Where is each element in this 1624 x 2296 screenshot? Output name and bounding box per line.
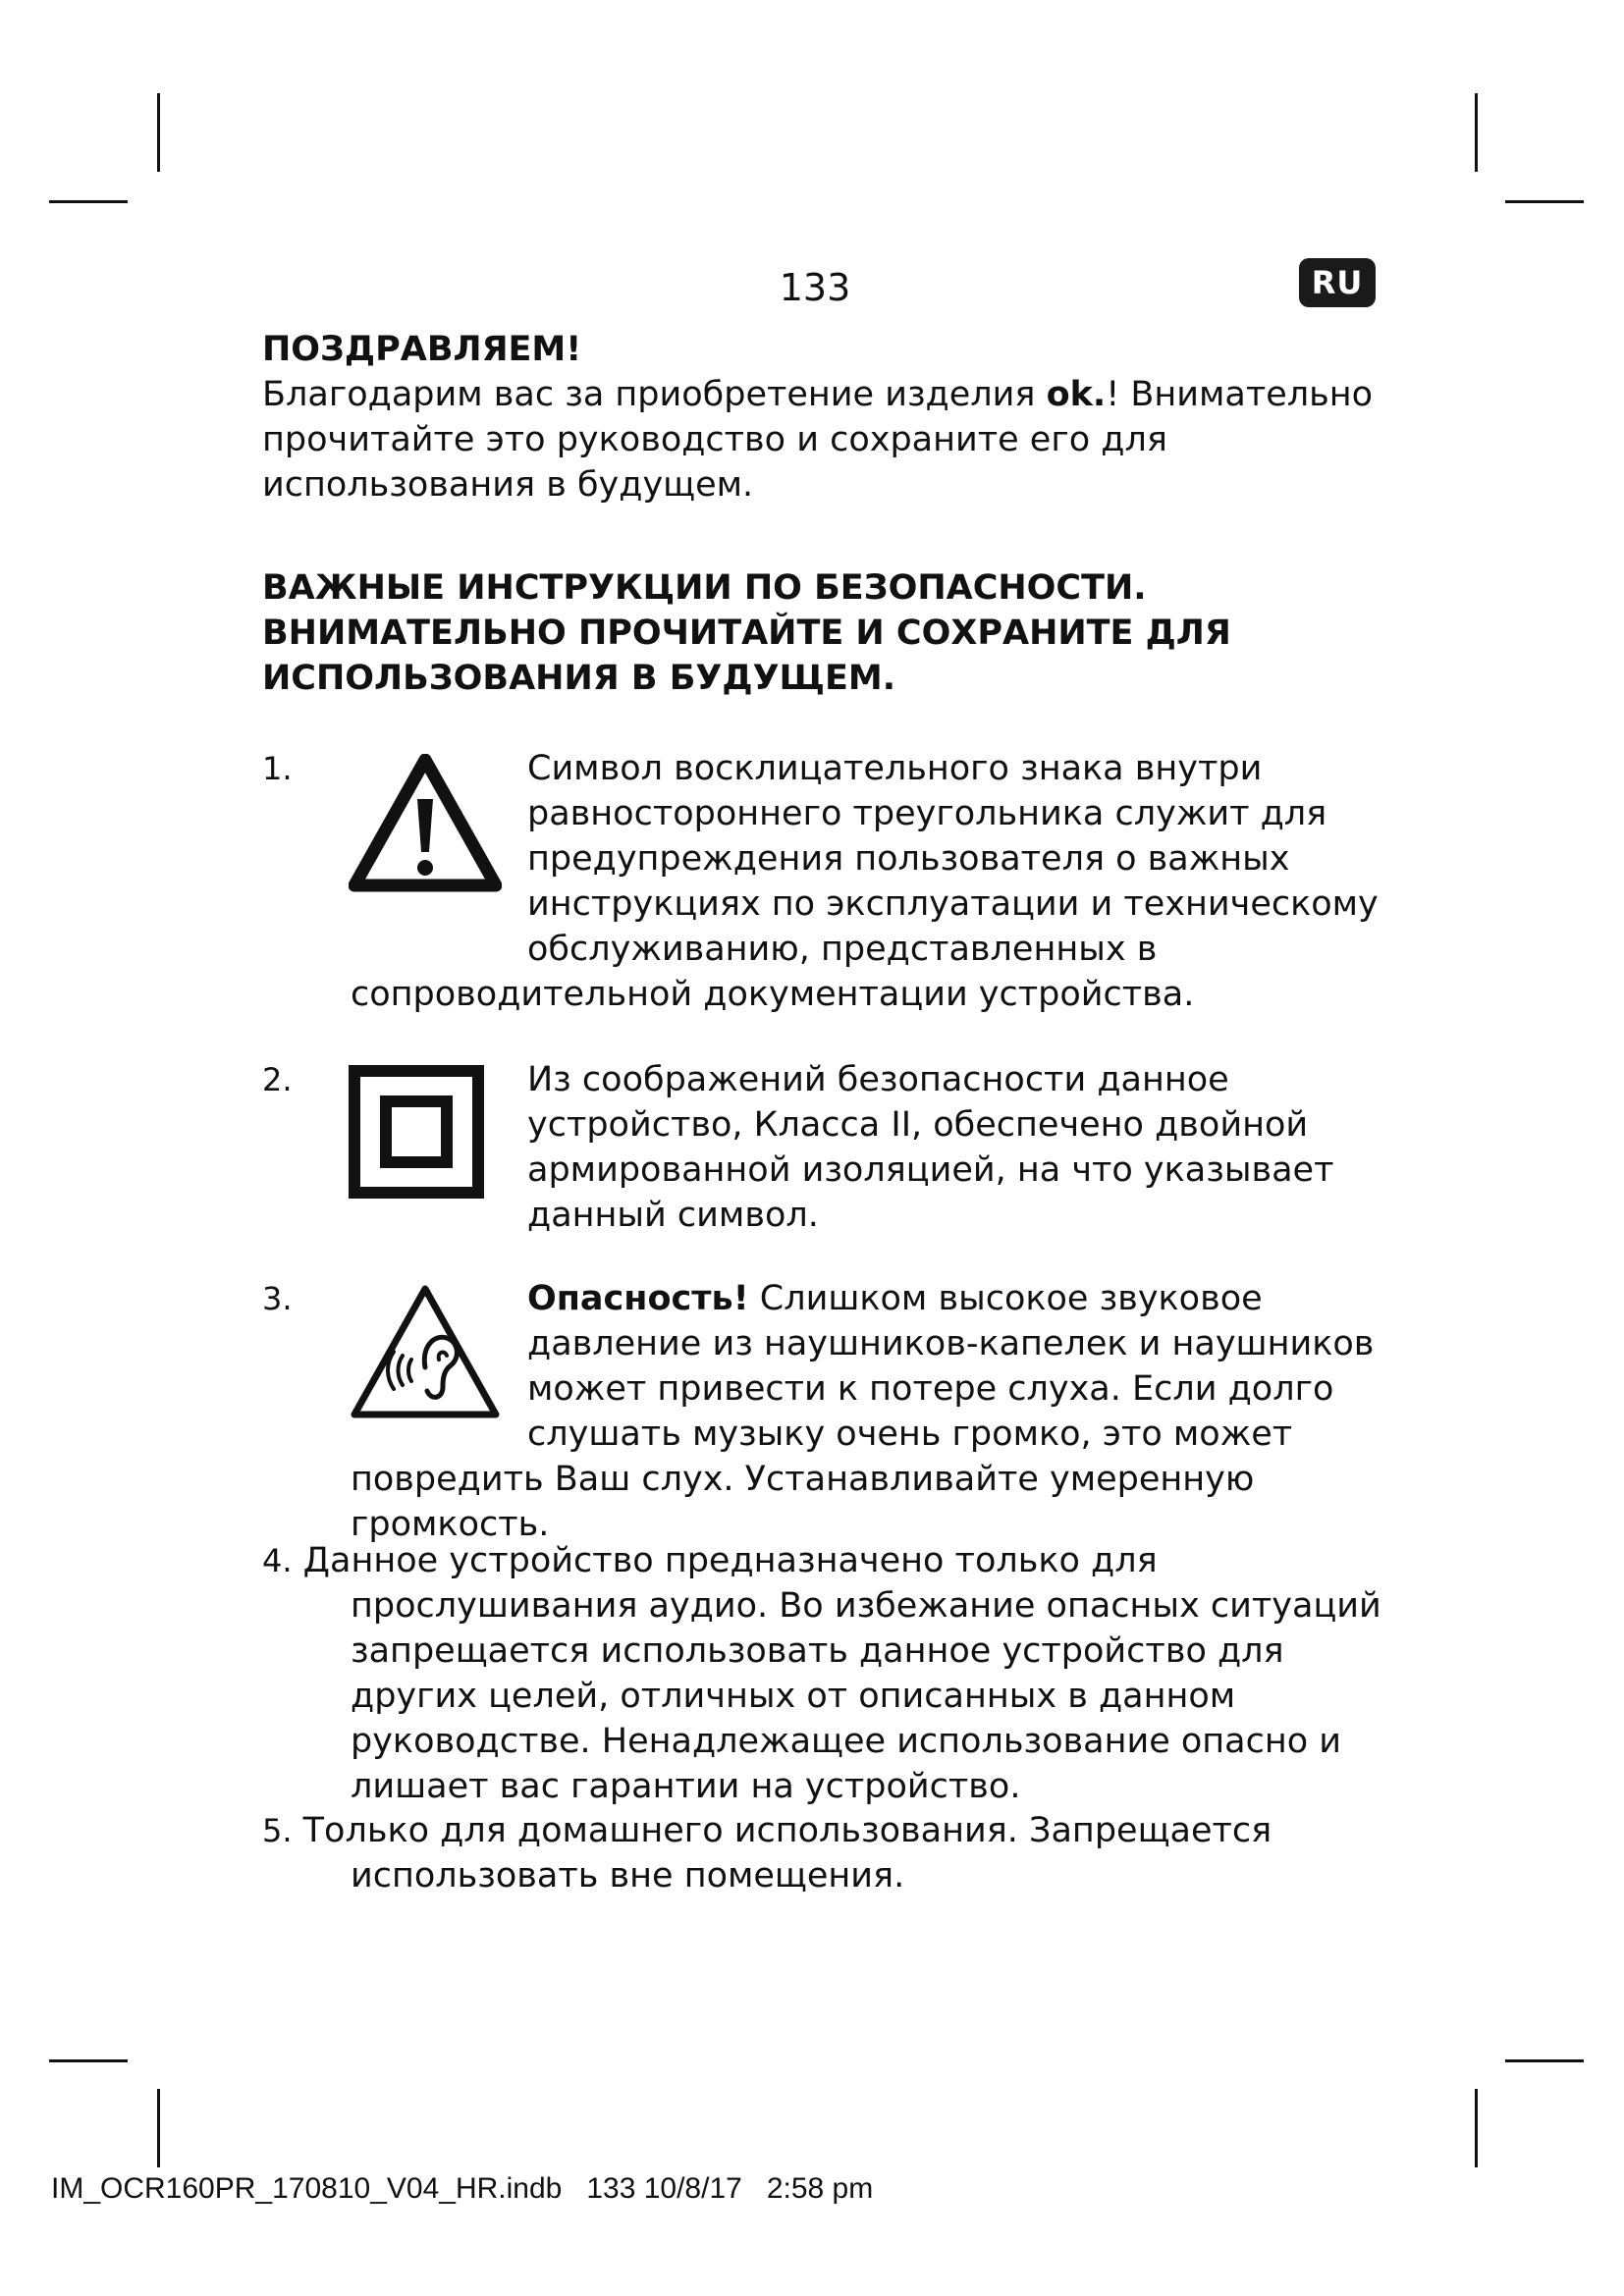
intro-line-1 (262, 372, 1391, 417)
item-1-line-3: предупреждения пользователя о важных (527, 839, 1290, 879)
footer-slug: IM_OCR160PR_170810_V04_HR.indb 133 10/8/17 2:58 pm (51, 2172, 874, 2205)
intro-heading: ПОЗДРАВЛЯЕМ! (262, 330, 582, 369)
crop-mark-top-right-vertical (1475, 93, 1478, 172)
warning-triangle-icon (349, 754, 502, 897)
list-item-4-first-line (262, 1538, 1158, 1583)
safety-heading-line-2: ВНИМАТЕЛЬНО ПРОЧИТАЙТЕ И СОХРАНИТЕ ДЛЯ (262, 614, 1231, 653)
item-number-1: 1. (262, 750, 293, 787)
intro-line-2: прочитайте это руководство и сохраните его для (262, 420, 1167, 459)
list-item-4-line-2: прослушивания аудио. Во избежание опасных ситуаций (351, 1586, 1381, 1626)
crop-mark-bottom-right-horizontal (1505, 2059, 1584, 2062)
item-2-line-3: армированной изоляцией, на что указывает (527, 1150, 1334, 1190)
item-1-line-4: инструкциях по эксплуатации и техническому (527, 884, 1379, 924)
crop-mark-top-right-horizontal (1505, 200, 1584, 203)
list-item-5-body (351, 1853, 1391, 1898)
list-item-5-number: 5. (262, 1812, 293, 1849)
item-1-line-1: Символ восклицательного знака внутри (527, 749, 1263, 788)
list-item-5-line-2: использовать вне помещения. (351, 1856, 905, 1896)
item-1-continuation: сопроводительной документации устройства. (351, 975, 1195, 1014)
item-2-line-2: устройство, Класса II, обеспечено двойной (527, 1105, 1309, 1145)
safety-heading-line-1: ВАЖНЫЕ ИНСТРУКЦИИ ПО БЕЗОПАСНОСТИ. (262, 568, 1147, 608)
crop-mark-bottom-right-vertical (1475, 2089, 1478, 2167)
intro-text-after-brand: ! Внимательно (1106, 375, 1374, 414)
item-3-line-1-rest: Слишком высокое звуковое (748, 1279, 1263, 1318)
item-3-line-1 (527, 1276, 1411, 1321)
item-number-3: 3. (262, 1280, 293, 1317)
crop-mark-top-left-vertical (157, 93, 160, 172)
item-2-line-1: Из соображений безопасности данное (527, 1060, 1229, 1099)
item-2-line-4: данный символ. (527, 1196, 819, 1235)
list-item-4-line-6: лишает вас гарантии на устройство. (351, 1767, 1021, 1806)
list-item-4-line-3: запрещается использовать данное устройство для (351, 1631, 1284, 1671)
intro-text-before-brand: Благодарим вас за приобретение изделия (262, 375, 1047, 414)
item-3-continuation: повредить Ваш слух. Устанавливайте умеренную громкость. (351, 1460, 1255, 1544)
list-item-4-number: 4. (262, 1542, 293, 1579)
intro-section (262, 327, 1391, 507)
danger-label: Опасность! (527, 1279, 749, 1318)
list-item-5-first-line (262, 1808, 1272, 1853)
page-number: 133 (779, 266, 851, 309)
brand-name: ok. (1046, 375, 1107, 414)
crop-mark-top-left-horizontal (49, 200, 128, 203)
crop-mark-bottom-left-vertical (157, 2089, 160, 2167)
item-1-line-2: равностороннего треугольника служит для (527, 794, 1327, 833)
double-insulation-icon (349, 1065, 484, 1202)
item-3-line-2: давление из наушников-капелек и наушников (527, 1324, 1375, 1363)
intro-line-3: использования в будущем. (262, 465, 754, 505)
item-number-2: 2. (262, 1061, 293, 1098)
list-item-4-line-5: руководстве. Ненадлежащее использование опасно и (351, 1722, 1342, 1761)
item-3-line-4: слушать музыку очень громко, это может (527, 1415, 1293, 1454)
item-text-1 (527, 746, 1411, 972)
item-1-line-5: обслуживанию, представленных в (527, 930, 1158, 969)
safety-heading-line-3: ИСПОЛЬЗОВАНИЯ В БУДУЩЕМ. (262, 659, 895, 698)
item-text-2 (527, 1057, 1411, 1238)
item-3-line-3: может привести к потере слуха. Если долго (527, 1369, 1334, 1409)
list-item-4-body (351, 1583, 1391, 1809)
list-item-4-text: Данное устройство предназначено только для (302, 1541, 1158, 1580)
list-item-5-text: Только для домашнего использования. Запрещается (302, 1811, 1272, 1850)
hearing-warning-icon (349, 1283, 502, 1424)
crop-mark-bottom-left-horizontal (49, 2059, 128, 2062)
list-item-4-line-4: других целей, отличных от описанных в данном (351, 1677, 1236, 1716)
safety-heading (262, 565, 1391, 701)
item-text-3 (527, 1276, 1411, 1457)
language-badge: RU (1299, 258, 1376, 307)
